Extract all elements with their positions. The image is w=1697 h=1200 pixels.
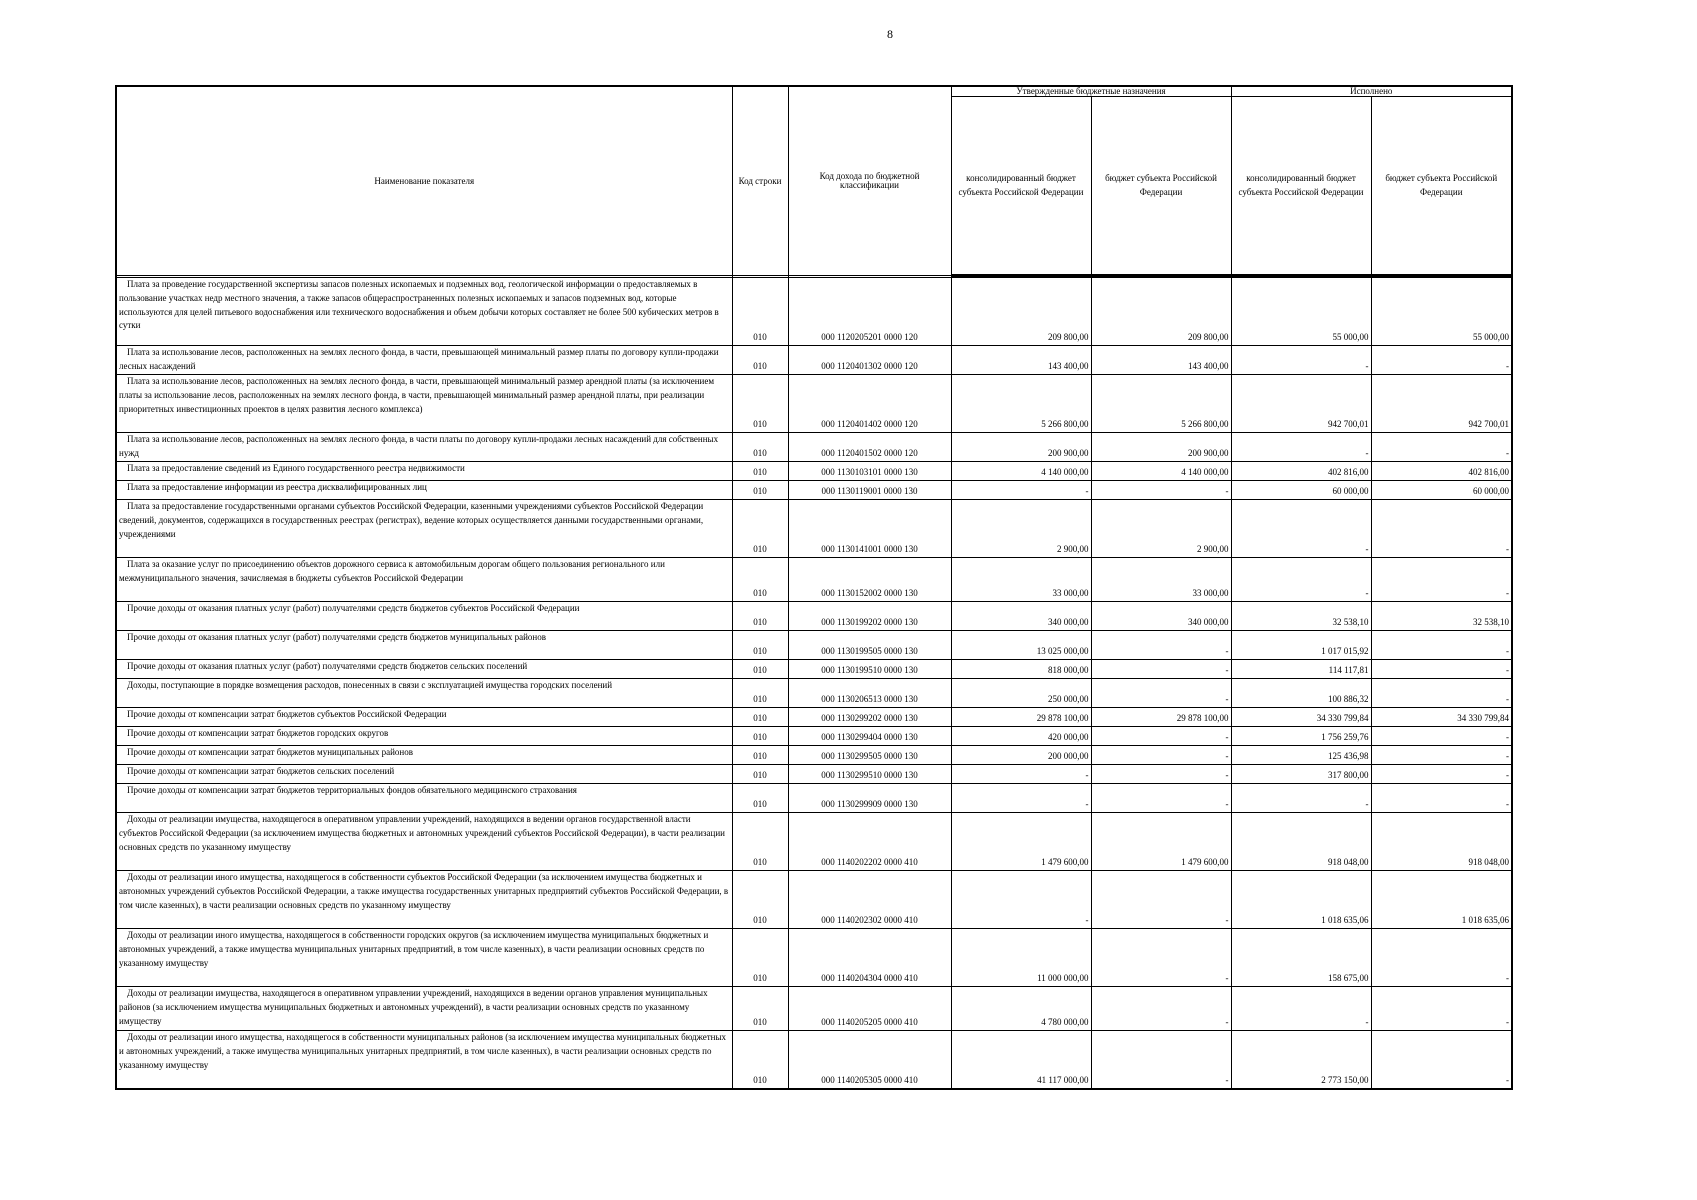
row-kbk-code: 000 1130299202 0000 130	[788, 708, 951, 727]
row-executed-subject: -	[1371, 346, 1512, 375]
row-approved-consolidated: 33 000,00	[951, 558, 1091, 602]
row-approved-subject: -	[1091, 987, 1231, 1031]
row-line-code: 010	[732, 813, 788, 871]
row-approved-consolidated: 143 400,00	[951, 346, 1091, 375]
row-executed-consolidated: 942 700,01	[1231, 375, 1371, 433]
table-row	[116, 433, 1512, 462]
table-header	[116, 86, 1512, 276]
row-executed-subject: -	[1371, 765, 1512, 784]
row-approved-subject: 1 479 600,00	[1091, 813, 1231, 871]
row-name: Прочие доходы от компенсации затрат бюджетов территориальных фондов обязательного медицинского страхования	[116, 784, 732, 813]
row-kbk-code: 000 1140202302 0000 410	[788, 871, 951, 929]
row-kbk-code: 000 1120401502 0000 120	[788, 433, 951, 462]
row-executed-consolidated: 1 756 259,76	[1231, 727, 1371, 746]
row-name: Доходы, поступающие в порядке возмещения расходов, понесенных в связи с эксплуатацией имущества городских поселений	[116, 679, 732, 708]
row-kbk-code: 000 1140202202 0000 410	[788, 813, 951, 871]
header-executed-subject: бюджет субъекта Российской Федерации	[1371, 97, 1512, 276]
row-executed-subject: 55 000,00	[1371, 278, 1512, 346]
row-approved-subject: -	[1091, 727, 1231, 746]
row-executed-consolidated: 402 816,00	[1231, 462, 1371, 481]
row-executed-subject: 918 048,00	[1371, 813, 1512, 871]
row-kbk-code: 000 1120401302 0000 120	[788, 346, 951, 375]
header-approved-group: Утвержденные бюджетные назначения	[951, 86, 1231, 97]
row-name: Плата за предоставление информации из реестра дисквалифицированных лиц	[116, 481, 732, 500]
row-approved-consolidated: 250 000,00	[951, 679, 1091, 708]
row-name: Доходы от реализации имущества, находящегося в оперативном управлении учреждений, находящихся в ведении органов управления муниципальных районов (за исключением имущества муниципальных бюджетных и автономных учреждений), в части реализации основных средств по указанному имуществу	[116, 987, 732, 1031]
row-executed-consolidated: -	[1231, 987, 1371, 1031]
row-executed-consolidated: -	[1231, 500, 1371, 558]
row-approved-subject: -	[1091, 679, 1231, 708]
row-approved-subject: -	[1091, 481, 1231, 500]
row-kbk-code: 000 1120205201 0000 120	[788, 278, 951, 346]
row-line-code: 010	[732, 708, 788, 727]
row-kbk-code: 000 1120401402 0000 120	[788, 375, 951, 433]
row-approved-subject: -	[1091, 1031, 1231, 1089]
row-approved-subject: 2 900,00	[1091, 500, 1231, 558]
header-approved-subject: бюджет субъекта Российской Федерации	[1091, 97, 1231, 276]
row-executed-subject: -	[1371, 987, 1512, 1031]
table-row	[116, 708, 1512, 727]
row-name: Доходы от реализации имущества, находящегося в оперативном управлении учреждений, находящихся в ведении органов государственной власти субъектов Российской Федерации (за исключением имущества бюджетных и автономных учреждений субъектов Российской Федерации), в части реализации основных средств по указанному имуществу	[116, 813, 732, 871]
row-executed-consolidated: 317 800,00	[1231, 765, 1371, 784]
row-line-code: 010	[732, 679, 788, 708]
row-line-code: 010	[732, 462, 788, 481]
row-kbk-code: 000 1130199505 0000 130	[788, 631, 951, 660]
row-approved-subject: -	[1091, 660, 1231, 679]
row-name: Прочие доходы от оказания платных услуг (работ) получателями средств бюджетов муниципальных районов	[116, 631, 732, 660]
row-executed-consolidated: 918 048,00	[1231, 813, 1371, 871]
table-row	[116, 813, 1512, 871]
row-line-code: 010	[732, 346, 788, 375]
table-row	[116, 346, 1512, 375]
row-executed-subject: 60 000,00	[1371, 481, 1512, 500]
header-name: Наименование показателя	[116, 86, 732, 276]
row-executed-subject: -	[1371, 558, 1512, 602]
row-approved-consolidated: 340 000,00	[951, 602, 1091, 631]
row-name: Прочие доходы от компенсации затрат бюджетов муниципальных районов	[116, 746, 732, 765]
row-line-code: 010	[732, 558, 788, 602]
row-name: Доходы от реализации иного имущества, находящегося в собственности муниципальных районов (за исключением имущества муниципальных бюджетных и автономных учреждений, а также имущества муниципальных унитарных предприятий, в том числе казенных), в части реализации основных средств по указанному имуществу	[116, 1031, 732, 1089]
row-name: Плата за оказание услуг по присоединению объектов дорожного сервиса к автомобильным дорогам общего пользования регионального или межмуниципального значения, зачисляемая в бюджеты субъектов Российской Федерации	[116, 558, 732, 602]
table-row	[116, 660, 1512, 679]
table-row	[116, 987, 1512, 1031]
row-approved-consolidated: -	[951, 871, 1091, 929]
row-approved-consolidated: 4 780 000,00	[951, 987, 1091, 1031]
row-executed-subject: 34 330 799,84	[1371, 708, 1512, 727]
row-line-code: 010	[732, 278, 788, 346]
table-row	[116, 746, 1512, 765]
row-approved-consolidated: 4 140 000,00	[951, 462, 1091, 481]
row-executed-subject: -	[1371, 727, 1512, 746]
table-row	[116, 765, 1512, 784]
row-approved-consolidated: 2 900,00	[951, 500, 1091, 558]
row-name: Плата за использование лесов, расположенных на землях лесного фонда, в части платы по договору купли-продажи лесных насаждений для собственных нужд	[116, 433, 732, 462]
row-approved-subject: 29 878 100,00	[1091, 708, 1231, 727]
row-approved-consolidated: 13 025 000,00	[951, 631, 1091, 660]
row-executed-subject: -	[1371, 746, 1512, 765]
row-kbk-code: 000 1130141001 0000 130	[788, 500, 951, 558]
table-row	[116, 679, 1512, 708]
row-approved-subject: -	[1091, 929, 1231, 987]
row-name: Доходы от реализации иного имущества, находящегося в собственности городских округов (за исключением имущества муниципальных бюджетных и автономных учреждений, а также имущества муниципальных унитарных предприятий, в том числе казенных), в части реализации основных средств по указанному имуществу	[116, 929, 732, 987]
row-approved-subject: 340 000,00	[1091, 602, 1231, 631]
row-executed-consolidated: 55 000,00	[1231, 278, 1371, 346]
row-approved-subject: -	[1091, 765, 1231, 784]
table-row	[116, 727, 1512, 746]
table-row	[116, 1031, 1512, 1089]
table-row	[116, 631, 1512, 660]
row-executed-consolidated: 125 436,98	[1231, 746, 1371, 765]
row-approved-consolidated: 200 900,00	[951, 433, 1091, 462]
row-name: Прочие доходы от компенсации затрат бюджетов городских округов	[116, 727, 732, 746]
table-row	[116, 462, 1512, 481]
row-kbk-code: 000 1130199510 0000 130	[788, 660, 951, 679]
row-approved-consolidated: 420 000,00	[951, 727, 1091, 746]
row-line-code: 010	[732, 929, 788, 987]
row-executed-subject: -	[1371, 500, 1512, 558]
row-executed-consolidated: -	[1231, 346, 1371, 375]
row-kbk-code: 000 1130299404 0000 130	[788, 727, 951, 746]
revenue-table	[115, 85, 1513, 1090]
row-line-code: 010	[732, 871, 788, 929]
row-line-code: 010	[732, 765, 788, 784]
header-kbk: Код дохода по бюджетной классификации	[788, 86, 951, 276]
row-line-code: 010	[732, 987, 788, 1031]
row-name: Плата за использование лесов, расположенных на землях лесного фонда, в части, превышающей минимальный размер арендной платы (за исключением платы за использование лесов, расположенных на землях лесного фонда, в части, превышающей минимальный размер арендной платы, при реализации приоритетных инвестиционных проектов в целях развития лесного комплекса)	[116, 375, 732, 433]
row-approved-consolidated: 1 479 600,00	[951, 813, 1091, 871]
row-kbk-code: 000 1130299909 0000 130	[788, 784, 951, 813]
row-executed-subject: -	[1371, 679, 1512, 708]
table-row	[116, 375, 1512, 433]
row-line-code: 010	[732, 433, 788, 462]
row-line-code: 010	[732, 660, 788, 679]
row-kbk-code: 000 1140205205 0000 410	[788, 987, 951, 1031]
row-name: Плата за проведение государственной экспертизы запасов полезных ископаемых и подземных вод, геологической информации о предоставляемых в пользование участках недр местного значения, а также запасов общераспространенных полезных ископаемых и запасов подземных вод, которые используются для целей питьевого водоснабжения или технического водоснабжения и объем добычи которых составляет не более 500 кубических метров в сутки	[116, 278, 732, 346]
row-name: Плата за предоставление государственными органами субъектов Российской Федерации, казенными учреждениями субъектов Российской Федерации сведений, документов, содержащихся в государственных реестрах (регистрах), ведение которых осуществляется данными государственными органами, учреждениями	[116, 500, 732, 558]
row-approved-consolidated: 41 117 000,00	[951, 1031, 1091, 1089]
row-executed-consolidated: 32 538,10	[1231, 602, 1371, 631]
row-approved-subject: -	[1091, 784, 1231, 813]
row-executed-consolidated: -	[1231, 558, 1371, 602]
table-body	[116, 276, 1512, 1089]
row-executed-consolidated: -	[1231, 433, 1371, 462]
row-executed-subject: -	[1371, 660, 1512, 679]
row-approved-subject: 4 140 000,00	[1091, 462, 1231, 481]
row-name: Прочие доходы от компенсации затрат бюджетов субъектов Российской Федерации	[116, 708, 732, 727]
row-executed-subject: -	[1371, 1031, 1512, 1089]
table-row	[116, 602, 1512, 631]
table-row	[116, 558, 1512, 602]
row-kbk-code: 000 1130119001 0000 130	[788, 481, 951, 500]
row-approved-consolidated: 11 000 000,00	[951, 929, 1091, 987]
row-executed-subject: -	[1371, 929, 1512, 987]
row-executed-subject: 402 816,00	[1371, 462, 1512, 481]
table-row	[116, 500, 1512, 558]
row-executed-subject: 1 018 635,06	[1371, 871, 1512, 929]
row-executed-subject: 942 700,01	[1371, 375, 1512, 433]
row-kbk-code: 000 1140205305 0000 410	[788, 1031, 951, 1089]
row-executed-consolidated: 1 018 635,06	[1231, 871, 1371, 929]
row-approved-subject: -	[1091, 746, 1231, 765]
table-row	[116, 481, 1512, 500]
header-approved-consolidated: консолидированный бюджет субъекта Российской Федерации	[951, 97, 1091, 276]
table-row	[116, 871, 1512, 929]
row-name: Доходы от реализации иного имущества, находящегося в собственности субъектов Российской Федерации (за исключением имущества бюджетных и автономных учреждений субъектов Российской Федерации, а также имущества государственных унитарных предприятий субъектов Российской Федерации, в том числе казенных), в части реализации основных средств по указанному имуществу	[116, 871, 732, 929]
row-executed-consolidated: 2 773 150,00	[1231, 1031, 1371, 1089]
row-approved-consolidated: 209 800,00	[951, 278, 1091, 346]
row-executed-subject: 32 538,10	[1371, 602, 1512, 631]
row-executed-consolidated: -	[1231, 784, 1371, 813]
row-approved-consolidated: -	[951, 765, 1091, 784]
row-executed-subject: -	[1371, 631, 1512, 660]
row-line-code: 010	[732, 375, 788, 433]
row-approved-subject: 200 900,00	[1091, 433, 1231, 462]
row-executed-consolidated: 34 330 799,84	[1231, 708, 1371, 727]
row-line-code: 010	[732, 500, 788, 558]
header-line-code: Код строки	[732, 86, 788, 276]
row-line-code: 010	[732, 727, 788, 746]
row-executed-consolidated: 1 017 015,92	[1231, 631, 1371, 660]
table-row	[116, 929, 1512, 987]
row-kbk-code: 000 1140204304 0000 410	[788, 929, 951, 987]
row-executed-consolidated: 100 886,32	[1231, 679, 1371, 708]
row-name: Прочие доходы от оказания платных услуг (работ) получателями средств бюджетов сельских поселений	[116, 660, 732, 679]
row-executed-consolidated: 158 675,00	[1231, 929, 1371, 987]
row-kbk-code: 000 1130199202 0000 130	[788, 602, 951, 631]
row-line-code: 010	[732, 631, 788, 660]
row-name: Прочие доходы от компенсации затрат бюджетов сельских поселений	[116, 765, 732, 784]
row-approved-subject: 5 266 800,00	[1091, 375, 1231, 433]
row-approved-consolidated: -	[951, 784, 1091, 813]
row-approved-subject: 33 000,00	[1091, 558, 1231, 602]
row-approved-subject: 143 400,00	[1091, 346, 1231, 375]
table-row	[116, 278, 1512, 346]
row-executed-subject: -	[1371, 433, 1512, 462]
row-name: Плата за предоставление сведений из Единого государственного реестра недвижимости	[116, 462, 732, 481]
row-approved-consolidated: -	[951, 481, 1091, 500]
header-executed-group: Исполнено	[1231, 86, 1512, 97]
row-kbk-code: 000 1130299505 0000 130	[788, 746, 951, 765]
row-executed-consolidated: 60 000,00	[1231, 481, 1371, 500]
row-name: Прочие доходы от оказания платных услуг (работ) получателями средств бюджетов субъектов Российской Федерации	[116, 602, 732, 631]
row-approved-subject: -	[1091, 631, 1231, 660]
row-approved-consolidated: 5 266 800,00	[951, 375, 1091, 433]
row-line-code: 010	[732, 602, 788, 631]
row-approved-consolidated: 200 000,00	[951, 746, 1091, 765]
row-approved-consolidated: 818 000,00	[951, 660, 1091, 679]
row-line-code: 010	[732, 784, 788, 813]
row-name: Плата за использование лесов, расположенных на землях лесного фонда, в части, превышающей минимальный размер платы по договору купли-продажи лесных насаждений	[116, 346, 732, 375]
row-executed-consolidated: 114 117,81	[1231, 660, 1371, 679]
row-line-code: 010	[732, 746, 788, 765]
row-executed-subject: -	[1371, 784, 1512, 813]
page-number: 8	[887, 27, 893, 41]
table-row	[116, 784, 1512, 813]
row-approved-subject: -	[1091, 871, 1231, 929]
row-line-code: 010	[732, 481, 788, 500]
row-line-code: 010	[732, 1031, 788, 1089]
row-kbk-code: 000 1130103101 0000 130	[788, 462, 951, 481]
row-kbk-code: 000 1130152002 0000 130	[788, 558, 951, 602]
row-approved-consolidated: 29 878 100,00	[951, 708, 1091, 727]
row-kbk-code: 000 1130206513 0000 130	[788, 679, 951, 708]
row-approved-subject: 209 800,00	[1091, 278, 1231, 346]
header-executed-consolidated: консолидированный бюджет субъекта Российской Федерации	[1231, 97, 1371, 276]
row-kbk-code: 000 1130299510 0000 130	[788, 765, 951, 784]
